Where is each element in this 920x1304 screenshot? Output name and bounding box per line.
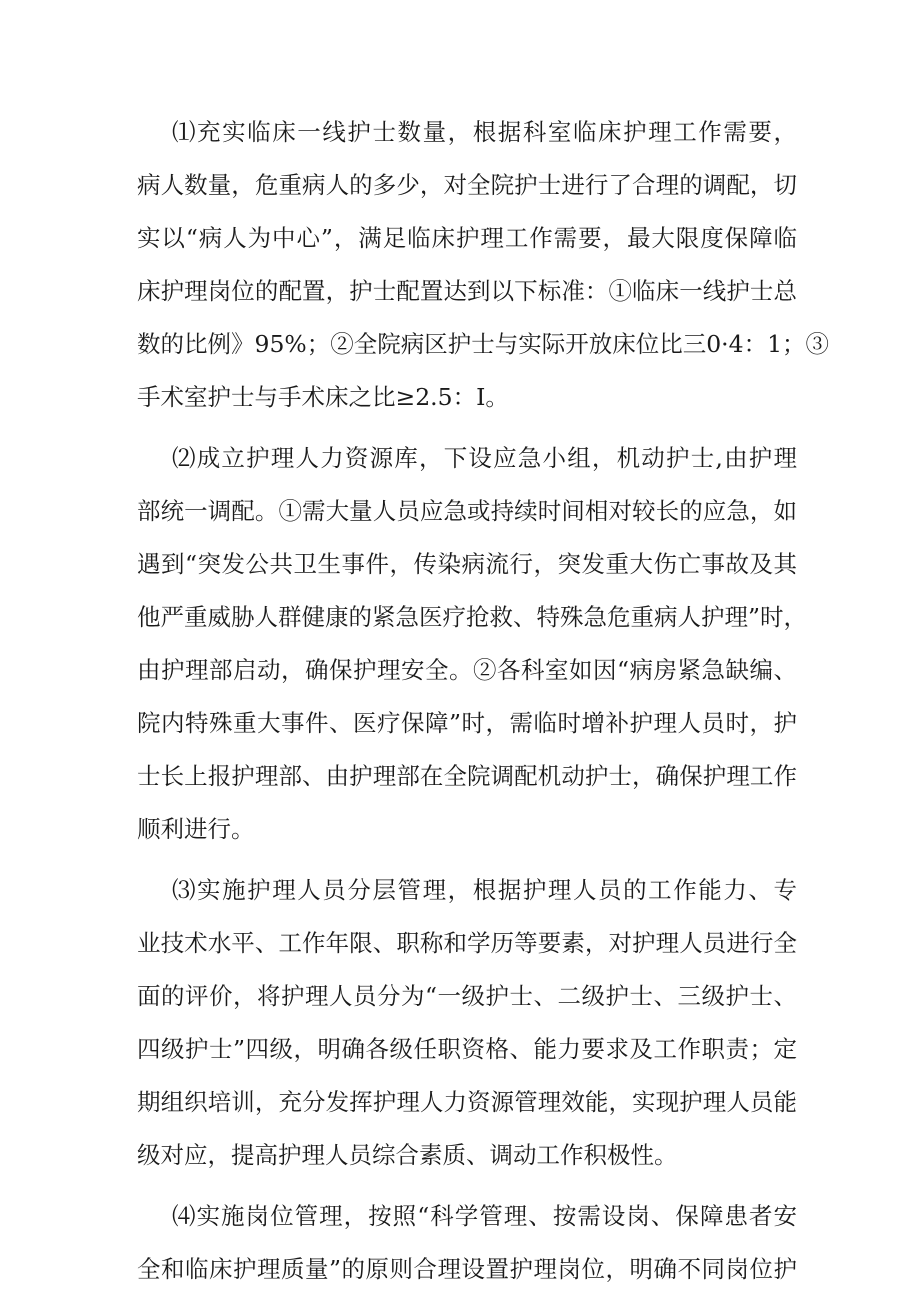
text-line: 四级护士”四级，明确各级任职资格、能力要求及工作职责；定 [137, 1035, 797, 1063]
text-line: 由护理部启动，确保护理安全。②各科室如因“病房紧急缺编、 [137, 656, 797, 684]
text-line: ⑷实施岗位管理，按照“科学管理、按需设岗、保障患者安 [172, 1202, 797, 1230]
text-line: 床护理岗位的配置，护士配置达到以下标准：①临床一线护士总 [137, 277, 797, 305]
paragraph-tiered-management [137, 864, 797, 1182]
text-line: ⑴充实临床一线护士数量，根据科室临床护理工作需要， [172, 118, 797, 146]
paragraph-post-management [137, 1190, 797, 1296]
text-line: 士长上报护理部、由护理部在全院调配机动护士，确保护理工作 [137, 762, 797, 790]
text-line: 院内特殊重大事件、医疗保障”时，需临时增补护理人员时，护 [137, 709, 797, 737]
text-line: 实以“病人为中心”，满足临床护理工作需要，最大限度保障临 [137, 224, 797, 252]
text-line: 面的评价，将护理人员分为“一级护士、二级护士、三级护士、 [137, 982, 797, 1010]
text-line: 期组织培训，充分发挥护理人力资源管理效能，实现护理人员能 [137, 1088, 797, 1116]
text-line: ⑶实施护理人员分层管理，根据护理人员的工作能力、专 [172, 876, 797, 904]
paragraph-resource-pool [137, 432, 808, 856]
text-line: 业技术水平、工作年限、职称和学历等要素，对护理人员进行全 [137, 929, 797, 957]
text-line: 全和临床护理质量”的原则合理设置护理岗位，明确不同岗位护 [137, 1255, 797, 1283]
paragraph-staffing [137, 106, 830, 424]
text-line: 级对应，提高护理人员综合素质、调动工作积极性。 [137, 1141, 678, 1169]
text-line: 病人数量，危重病人的多少，对全院护士进行了合理的调配，切 [137, 171, 797, 199]
text-line: ⑵成立护理人力资源库，下设应急小组，机动护士,由护理 [172, 444, 797, 472]
text-line: 遇到“突发公共卫生事件，传染病流行，突发重大伤亡事故及其 [137, 550, 797, 578]
text-line: 数的比例》95%；②全院病区护士与实际开放床位比三0·4：1；③ [137, 330, 830, 358]
document-body [137, 106, 830, 1304]
text-line: 顺利进行。 [137, 815, 255, 843]
text-line: 部统一调配。①需大量人员应急或持续时间相对较长的应急，如 [137, 497, 797, 525]
text-line: 手术室护士与手术床之比≥2.5：I。 [137, 383, 509, 411]
text-line: 他严重威胁人群健康的紧急医疗抢救、特殊急危重病人护理”时， [137, 603, 808, 631]
